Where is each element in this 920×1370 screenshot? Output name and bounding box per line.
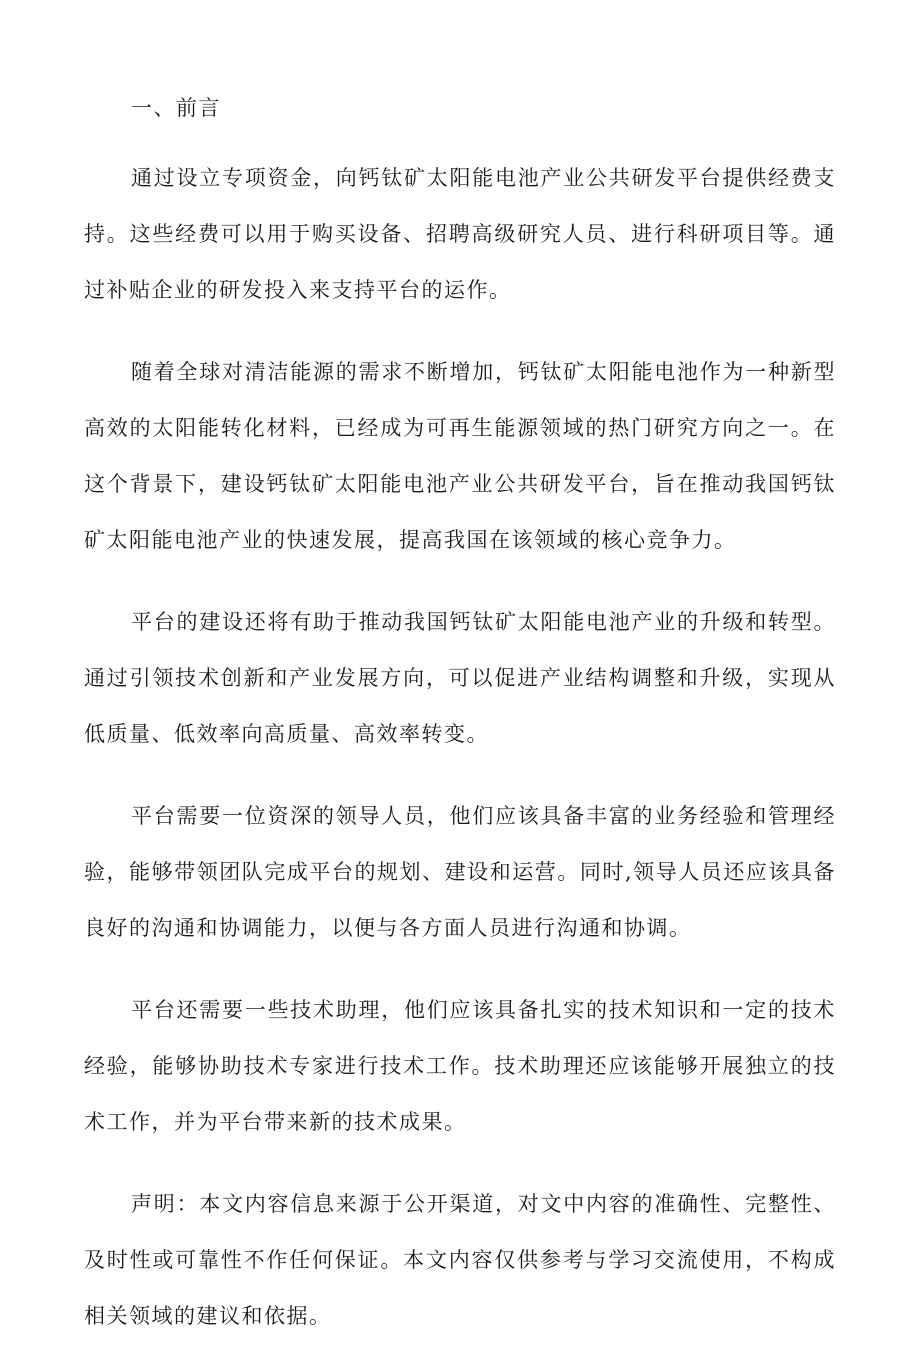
paragraph-disclaimer: 声明：本文内容信息来源于公开渠道，对文中内容的准确性、完整性、及时性或可靠性不作任何保证。本文内容仅供参考与学习交流使用，不构成相关领域的建议和依据。 (84, 1192, 836, 1328)
paragraph-technical-assistants: 平台还需要一些技术助理，他们应该具备扎实的技术知识和一定的技术经验，能够协助技术专家进行技术工作。技术助理还应该能够开展独立的技术工作，并为平台带来新的技术成果。 (84, 998, 836, 1134)
section-heading: 一、前言 (131, 96, 221, 120)
paragraph-funding: 通过设立专项资金，向钙钛矿太阳能电池产业公共研发平台提供经费支持。这些经费可以用于购买设备、招聘高级研究人员、进行科研项目等。通过补贴企业的研发投入来支持平台的运作。 (84, 166, 836, 302)
paragraph-background: 随着全球对清洁能源的需求不断增加，钙钛矿太阳能电池作为一种新型高效的太阳能转化材料，已经成为可再生能源领域的热门研究方向之一。在这个背景下，建设钙钛矿太阳能电池产业公共研发平台，旨在推动我国钙钛矿太阳能电池产业的快速发展，提高我国在该领域的核心竞争力。 (84, 360, 836, 552)
paragraph-upgrade: 平台的建设还将有助于推动我国钙钛矿太阳能电池产业的升级和转型。通过引领技术创新和产业发展方向，可以促进产业结构调整和升级，实现从低质量、低效率向高质量、高效率转变。 (84, 610, 836, 746)
document-page (84, 88, 836, 1370)
paragraph-leadership: 平台需要一位资深的领导人员，他们应该具备丰富的业务经验和管理经验，能够带领团队完成平台的规划、建设和运营。同时,领导人员还应该具备良好的沟通和协调能力，以便与各方面人员进行沟通和协调。 (84, 804, 836, 940)
